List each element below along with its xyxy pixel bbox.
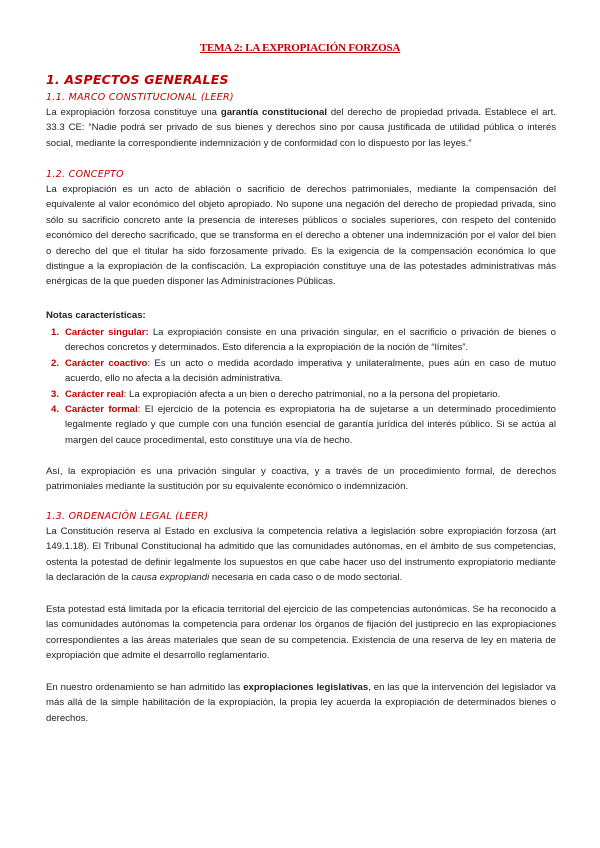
list-number: 1. <box>51 327 60 338</box>
bold-term: garantía constitucional <box>220 107 328 118</box>
paragraph-ordenacion-legal-3 <box>46 680 556 726</box>
text-run: La Constitución reserva al Estado en exclusiva la competencia relativa a legislación sobre expropiación forzosa (art 149.1.18). El Tribunal Constitucional ha admitido que las comunidades autónomas, en el ámbito de sus competencias, ostenta la potestad de definir legalmente los supuestos en que cabe hacer uso del instrumento expropiatorio mediante la declaración de la <box>46 526 556 584</box>
list-number: 3. <box>51 388 60 400</box>
note-text: : El ejercicio de la potencia es expropiatoria ha de sujetarse a un determinado procedimiento legalmente reglado y que cumple con una función esencial de garantía jurídica del interés público. Si se actúa al margen del cauce procedimental, esto constituye una vía de hecho. <box>65 404 556 446</box>
notes-label: Notas características: <box>46 310 146 321</box>
paragraph-ordenacion-legal-1 <box>46 524 556 586</box>
section-heading-aspectos-generales: 1. ASPECTOS GENERALES <box>46 72 229 87</box>
list-item <box>46 402 556 448</box>
subsection-heading-ordenacion-legal: 1.3. ORDENACIÓN LEGAL (LEER) <box>46 511 209 522</box>
list-item <box>46 325 556 356</box>
note-text: : La expropiación afecta a un bien o derecho patrimonial, no a la persona del propietario. <box>123 388 501 400</box>
document-title: TEMA 2: LA EXPROPIACIÓN FORZOSA <box>199 42 401 54</box>
note-term: Carácter formal <box>65 404 138 416</box>
list-item <box>46 387 556 402</box>
note-term: Carácter singular: <box>65 327 149 338</box>
paragraph-marco-constitucional <box>46 105 556 151</box>
note-text: La expropiación consiste en una privación singular, en el sacrificio o privación de bienes o derechos concretos y determinados. Esto diferencia a la expropiación de la noción de “límites”. <box>65 327 557 354</box>
list-number: 2. <box>51 357 60 369</box>
notes-list <box>46 325 556 448</box>
list-number: 4. <box>51 404 60 416</box>
italic-term: causa expropiandi <box>131 572 210 584</box>
subsection-heading-concepto: 1.2. CONCEPTO <box>46 169 124 180</box>
note-text: : Es un acto o medida acordado imperativa y unilateralmente, pues aún en caso de mutuo acuerdo, ello no afecta a la decisión administrativa. <box>65 357 556 385</box>
text-run: En nuestro ordenamiento se han admitido las <box>46 682 244 693</box>
text-run: del derecho de propiedad privada. Establece el art. 33.3 CE: “Nadie podrá ser privado de sus bienes y derechos sino por causa justificada de utilidad pública o interés social, mediante la correspondiente indemnización y de conformidad con lo dispuesto por las leyes.” <box>46 107 556 149</box>
bold-term: expropiaciones legislativas <box>243 682 369 693</box>
paragraph-ordenacion-legal-2: Esta potestad está limitada por la eficacia territorial del ejercicio de las competencias autonómicas. Se ha reconocido a las comunidades autónomas la competencia para ordenar los órganos de fijación del justiprecio en las expropiaciones correspondientes a las áreas materiales que sean de su competencia. Existencia de una reserva de ley en materia de expropiación que admite el desarrollo reglamentario. <box>46 604 556 662</box>
paragraph-concepto-conclusion: Así, la expropiación es una privación singular y coactiva, y a través de un procedimiento formal, de derechos patrimoniales mediante la sustitución por su equivalente económico o indemnización. <box>46 466 556 493</box>
subsection-heading-marco-constitucional: 1.1. MARCO CONSTITUCIONAL (LEER) <box>46 92 234 103</box>
note-term: Carácter real <box>65 388 124 400</box>
text-run: necesaria en cada caso o de modo sectorial. <box>209 572 403 584</box>
paragraph-concepto: La expropiación es un acto de ablación o sacrificio de derechos patrimoniales, mediante la compensación del equivalente al valor económico del objeto apropiado. No supone una negación del derecho de propiedad privada, sino sólo su sacrificio concreto ante la presencia de intereses públicos o sociales superiores, con respeto del contenido económico del derecho sacrificado, que se transforma en el derecho a obtener una indemnización por el valor del bien o derecho del que el titular ha sido forzosamente privado. Es la exigencia de la compensación económica lo que distingue a la expropiación de la confiscación. La expropiación constituye una de las potestades administrativas más enérgicas de la que pueden disponer las Administraciones Públicas. <box>46 184 556 288</box>
note-term: Carácter coactivo <box>65 357 148 369</box>
text-run: , en las que la intervención del legislador va más allá de la simple habilitación de la expropiación, la propia ley acuerda la expropiación de determinados bienes o derechos. <box>46 682 556 724</box>
list-item <box>46 356 556 387</box>
text-run: La expropiación forzosa constituye una <box>46 107 221 118</box>
